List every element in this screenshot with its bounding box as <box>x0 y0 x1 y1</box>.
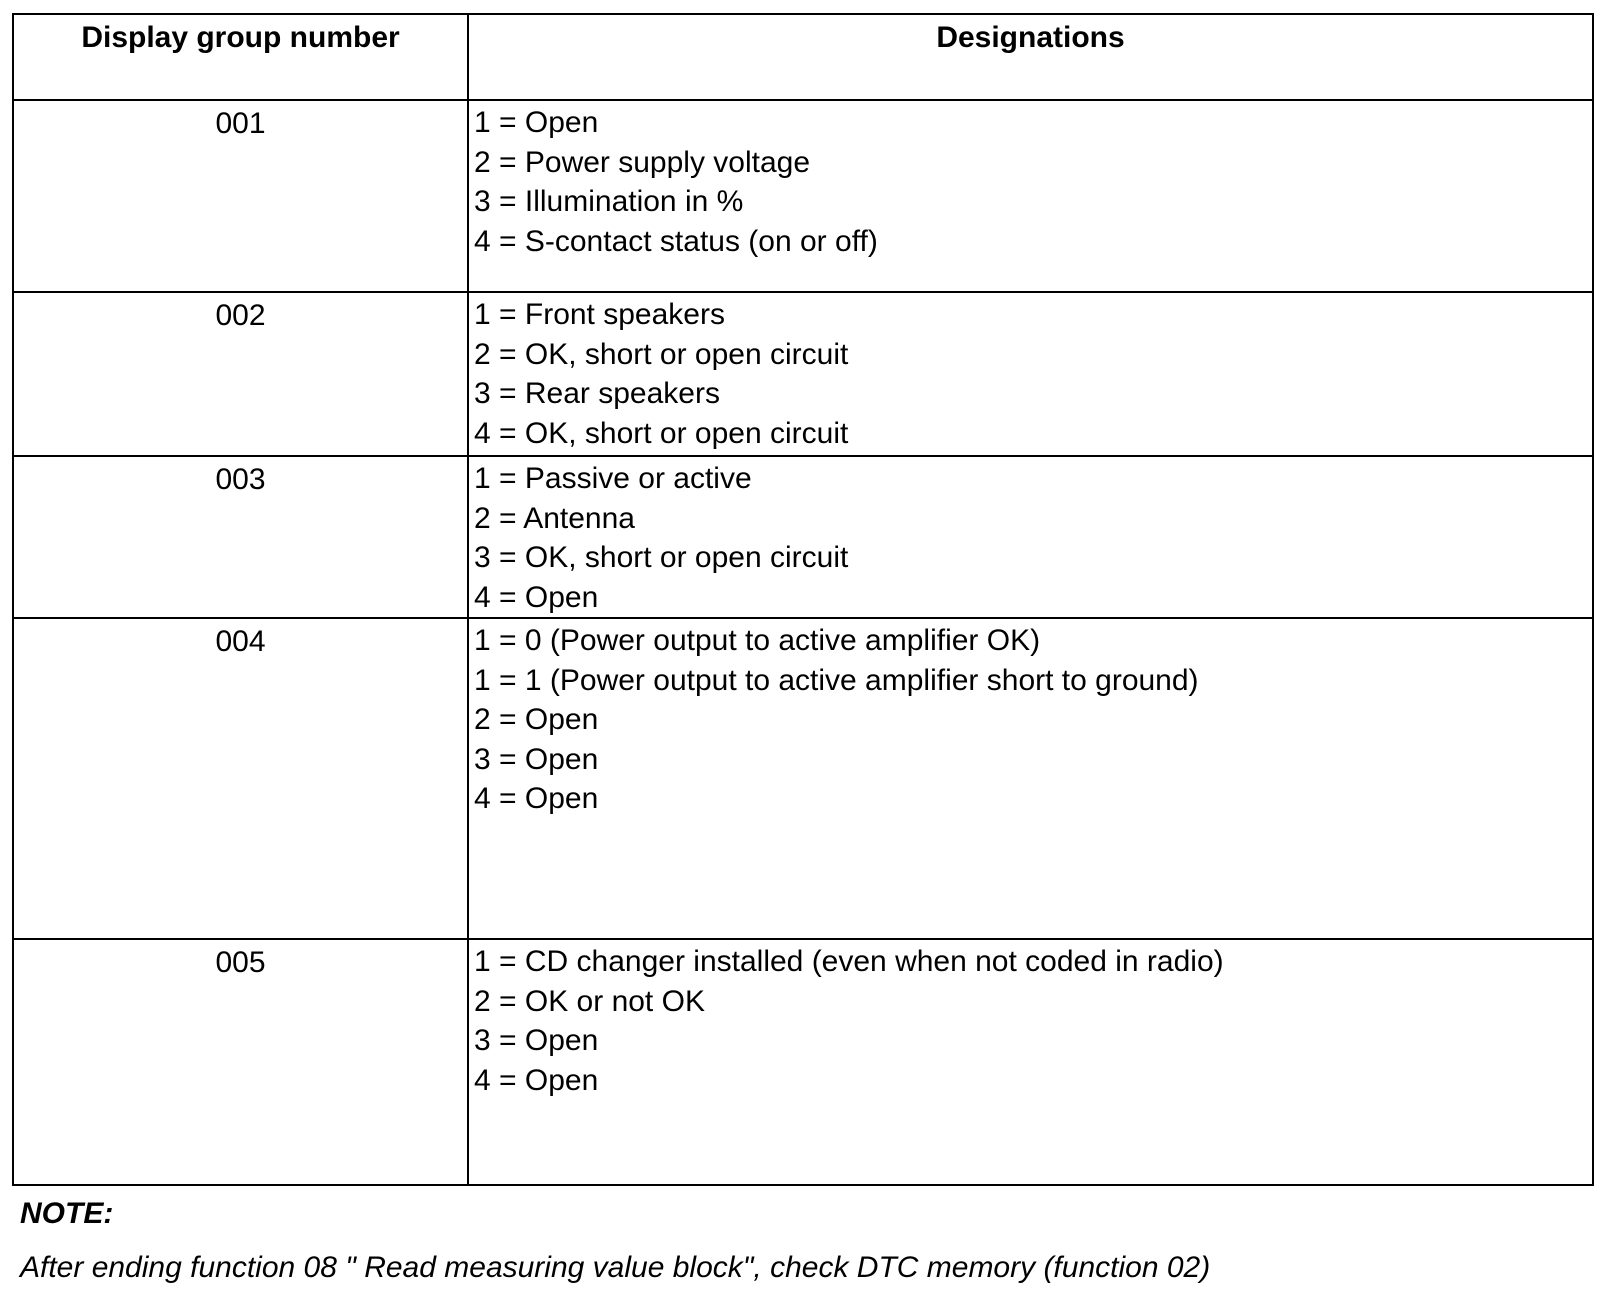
header-display-group-number: Display group number <box>13 14 468 100</box>
group-number-cell: 001 <box>13 100 468 292</box>
designation-line: 2 = Open <box>474 703 599 736</box>
display-group-table <box>12 13 1594 1186</box>
designation-line: 3 = Open <box>474 742 599 776</box>
table-row <box>13 618 1593 939</box>
group-number-cell: 004 <box>13 618 468 939</box>
designation-line: 4 = Open <box>474 782 599 815</box>
table-header-row <box>13 14 1593 100</box>
designation-line: 4 = Open <box>474 580 599 614</box>
designation-line: 4 = S-contact status (on or off) <box>474 224 878 258</box>
designation-line: 3 = Rear speakers <box>474 377 720 410</box>
designation-line: 1 = Open <box>474 106 599 139</box>
note-title: NOTE: <box>20 1197 114 1230</box>
designations-cell <box>468 456 1593 618</box>
designation-line: 4 = OK, short or open circuit <box>474 416 849 450</box>
group-number-cell: 005 <box>13 939 468 1185</box>
designation-line: 1 = Passive or active <box>474 462 752 495</box>
designation-line: 2 = Antenna <box>474 501 635 535</box>
designations-cell <box>468 100 1593 292</box>
group-number-cell: 002 <box>13 292 468 456</box>
designation-line: 1 = 1 (Power output to active amplifier short to ground) <box>474 663 1199 697</box>
table-row <box>13 292 1593 456</box>
designations-cell <box>468 292 1593 456</box>
table-row <box>13 100 1593 292</box>
designation-line: 3 = Illumination in % <box>474 185 744 218</box>
designation-line: 2 = Power supply voltage <box>474 145 811 179</box>
designation-line: 1 = CD changer installed (even when not coded in radio) <box>474 945 1224 978</box>
designations-cell <box>468 618 1593 939</box>
group-number-cell: 003 <box>13 456 468 618</box>
designation-line: 3 = OK, short or open circuit <box>474 541 849 574</box>
designation-line: 4 = Open <box>474 1063 599 1097</box>
designation-line: 2 = OK, short or open circuit <box>474 337 849 371</box>
designation-line: 1 = 0 (Power output to active amplifier OK) <box>474 624 1041 657</box>
designations-cell <box>468 939 1593 1185</box>
header-designations: Designations <box>468 14 1593 100</box>
table-row <box>13 456 1593 618</box>
table-row <box>13 939 1593 1185</box>
designation-line: 1 = Front speakers <box>474 298 725 331</box>
designation-line: 2 = OK or not OK <box>474 984 705 1018</box>
note-text: After ending function 08 " Read measuring value block", check DTC memory (function 02) <box>20 1251 1211 1284</box>
designation-line: 3 = Open <box>474 1024 599 1057</box>
